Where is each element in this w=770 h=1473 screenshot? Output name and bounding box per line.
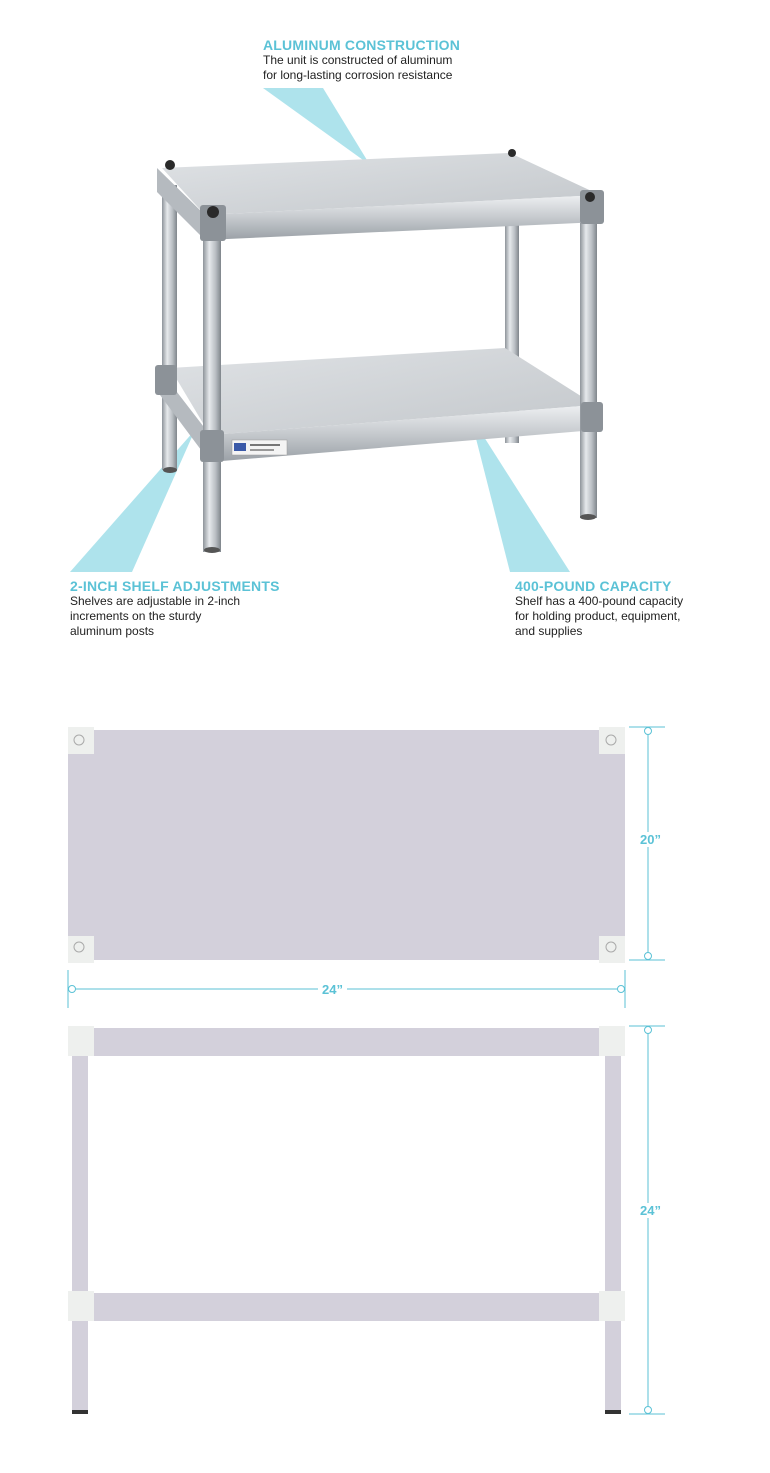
top-view-corner-br <box>599 936 625 963</box>
front-view-corner-tl <box>68 1026 94 1056</box>
feature-title: 400-POUND CAPACITY <box>515 578 672 594</box>
feature-title: 2-INCH SHELF ADJUSTMENTS <box>70 578 280 594</box>
top-view-shelf <box>68 730 625 960</box>
front-view-corner-bl <box>68 1291 94 1321</box>
top-view-corner-tr <box>599 727 625 754</box>
height-dimension-line <box>629 1026 665 1414</box>
front-view-corner-br <box>599 1291 625 1321</box>
feature-title: ALUMINUM CONSTRUCTION <box>263 37 461 53</box>
front-view-corner-tr <box>599 1026 625 1056</box>
top-view-corner-bl <box>68 936 94 963</box>
width-dimension-label: 24” <box>318 982 347 997</box>
top-view-corner-tl <box>68 727 94 754</box>
front-view-top-rail <box>68 1028 625 1056</box>
depth-dimension-label: 20” <box>636 832 665 847</box>
feature-description: The unit is constructed of aluminum for long-lasting corrosion resistance <box>263 53 453 82</box>
front-view-bottom-rail <box>68 1293 625 1321</box>
front-view-post-right <box>605 1056 621 1413</box>
feature-description: Shelves are adjustable in 2-inch increments on the sturdy aluminum posts <box>70 594 241 638</box>
height-dimension-label: 24” <box>636 1203 665 1218</box>
feature-description: Shelf has a 400-pound capacity for holding product, equipment, and supplies <box>515 594 684 638</box>
front-view-post-left <box>72 1056 88 1413</box>
